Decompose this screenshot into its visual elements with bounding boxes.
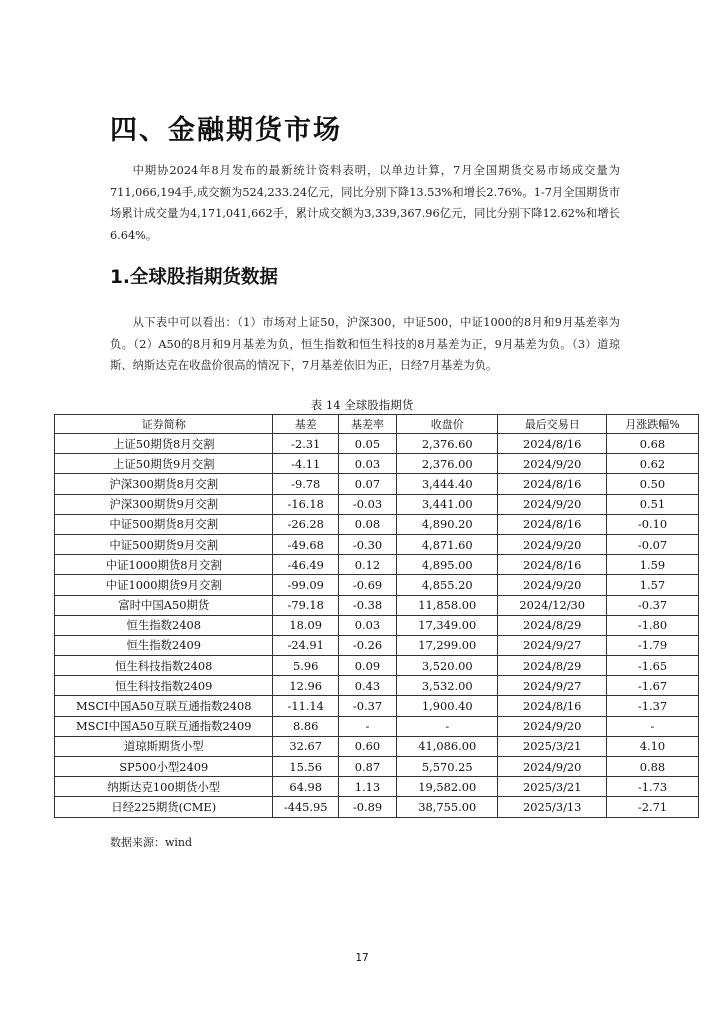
header-close: 收盘价	[397, 415, 498, 434]
cell-name: 沪深300期货9月交割	[55, 494, 273, 514]
cell-name: 道琼斯期货小型	[55, 736, 273, 756]
cell-monthly-change: -1.80	[606, 615, 698, 635]
cell-basis-rate: -0.03	[338, 494, 396, 514]
cell-name: 恒生指数2409	[55, 635, 273, 655]
cell-basis: -79.18	[273, 595, 338, 615]
cell-monthly-change: -	[606, 716, 698, 736]
cell-monthly-change: 4.10	[606, 736, 698, 756]
table-row	[55, 797, 699, 817]
intro-paragraph	[110, 160, 620, 246]
cell-close: 19,582.00	[397, 777, 498, 797]
cell-basis: 5.96	[273, 656, 338, 676]
cell-monthly-change: -1.79	[606, 635, 698, 655]
cell-monthly-change: 0.51	[606, 494, 698, 514]
cell-name: 沪深300期货8月交割	[55, 474, 273, 494]
cell-monthly-change: 0.68	[606, 434, 698, 454]
table-row	[55, 514, 699, 534]
cell-close: 4,895.00	[397, 555, 498, 575]
section-heading: 四、金融期货市场	[110, 115, 342, 146]
cell-monthly-change: 1.57	[606, 575, 698, 595]
cell-basis: 64.98	[273, 777, 338, 797]
table-row	[55, 434, 699, 454]
cell-basis: -2.31	[273, 434, 338, 454]
cell-basis: -9.78	[273, 474, 338, 494]
cell-basis-rate: -0.89	[338, 797, 396, 817]
cell-basis-rate: 0.60	[338, 736, 396, 756]
cell-basis: -16.18	[273, 494, 338, 514]
table-row	[55, 474, 699, 494]
cell-monthly-change: -1.37	[606, 696, 698, 716]
cell-name: 中证1000期货8月交割	[55, 555, 273, 575]
cell-basis-rate: 0.09	[338, 656, 396, 676]
cell-monthly-change: -1.67	[606, 676, 698, 696]
cell-last-trade-date: 2024/9/20	[498, 575, 606, 595]
cell-monthly-change: -2.71	[606, 797, 698, 817]
cell-close: 41,086.00	[397, 736, 498, 756]
futures-table	[54, 414, 699, 818]
cell-basis-rate: 0.05	[338, 434, 396, 454]
cell-name: MSCI中国A50互联互通指数2409	[55, 716, 273, 736]
cell-basis-rate: 0.08	[338, 514, 396, 534]
data-source: 数据来源：wind	[110, 836, 193, 849]
table-row	[55, 555, 699, 575]
table-caption: 表 14 全球股指期货	[310, 398, 414, 412]
cell-last-trade-date: 2025/3/13	[498, 797, 606, 817]
cell-basis: -46.49	[273, 555, 338, 575]
cell-last-trade-date: 2024/9/27	[498, 676, 606, 696]
cell-name: 中证1000期货9月交割	[55, 575, 273, 595]
cell-last-trade-date: 2024/9/20	[498, 716, 606, 736]
cell-basis: -24.91	[273, 635, 338, 655]
cell-name: 日经225期货(CME)	[55, 797, 273, 817]
cell-name: 纳斯达克100期货小型	[55, 777, 273, 797]
cell-basis-rate: 0.03	[338, 454, 396, 474]
cell-basis: -26.28	[273, 514, 338, 534]
cell-close: 3,532.00	[397, 676, 498, 696]
cell-last-trade-date: 2025/3/21	[498, 736, 606, 756]
cell-name: 富时中国A50期货	[55, 595, 273, 615]
cell-basis-rate: -0.30	[338, 534, 396, 554]
cell-close: 5,570.25	[397, 757, 498, 777]
cell-basis: 18.09	[273, 615, 338, 635]
cell-last-trade-date: 2025/3/21	[498, 777, 606, 797]
cell-close: 17,299.00	[397, 635, 498, 655]
cell-basis-rate: -0.37	[338, 696, 396, 716]
table-row	[55, 716, 699, 736]
cell-last-trade-date: 2024/8/16	[498, 696, 606, 716]
cell-monthly-change: 0.62	[606, 454, 698, 474]
cell-basis-rate: -0.69	[338, 575, 396, 595]
subsection-text: 从下表中可以看出：（1）市场对上证50，沪深300，中证500，中证1000的8月和9月基差率为负。（2）A50的8月和9月基差为负，恒生指数和恒生科技的8月基差为正，9月基差为负。（3）道琼斯、纳斯达克在收盘价很高的情况下，7月基差依旧为正，日经7月基差为负。	[110, 316, 620, 373]
subsection-title: 1.全球股指期货数据	[110, 267, 278, 288]
header-monthly-change: 月涨跌幅%	[606, 415, 698, 434]
cell-last-trade-date: 2024/9/20	[498, 494, 606, 514]
cell-basis-rate: 0.07	[338, 474, 396, 494]
cell-close: 3,441.00	[397, 494, 498, 514]
cell-close: 11,858.00	[397, 595, 498, 615]
cell-basis-rate: 0.03	[338, 615, 396, 635]
table-row	[55, 757, 699, 777]
cell-name: MSCI中国A50互联互通指数2408	[55, 696, 273, 716]
cell-last-trade-date: 2024/8/16	[498, 474, 606, 494]
table-row	[55, 454, 699, 474]
cell-basis: -11.14	[273, 696, 338, 716]
header-last-trade-date: 最后交易日	[498, 415, 606, 434]
table-header-row	[55, 415, 699, 434]
cell-close: 2,376.00	[397, 454, 498, 474]
header-name: 证券简称	[55, 415, 273, 434]
cell-close: 38,755.00	[397, 797, 498, 817]
cell-basis-rate: 0.87	[338, 757, 396, 777]
cell-name: 中证500期货9月交割	[55, 534, 273, 554]
table-row	[55, 494, 699, 514]
cell-monthly-change: -0.10	[606, 514, 698, 534]
cell-name: 上证50期货9月交割	[55, 454, 273, 474]
cell-name: 恒生指数2408	[55, 615, 273, 635]
table-row	[55, 615, 699, 635]
cell-close: 1,900.40	[397, 696, 498, 716]
cell-basis: -49.68	[273, 534, 338, 554]
cell-basis: -445.95	[273, 797, 338, 817]
table-row	[55, 635, 699, 655]
cell-close: 17,349.00	[397, 615, 498, 635]
cell-monthly-change: -1.73	[606, 777, 698, 797]
cell-basis: -4.11	[273, 454, 338, 474]
cell-monthly-change: 1.59	[606, 555, 698, 575]
cell-basis: 15.56	[273, 757, 338, 777]
cell-basis-rate: 1.13	[338, 777, 396, 797]
cell-monthly-change: -0.37	[606, 595, 698, 615]
cell-name: 中证500期货8月交割	[55, 514, 273, 534]
header-basis-rate: 基差率	[338, 415, 396, 434]
cell-basis-rate: -	[338, 716, 396, 736]
cell-basis: 32.67	[273, 736, 338, 756]
subsection-paragraph	[110, 312, 620, 377]
cell-last-trade-date: 2024/8/16	[498, 514, 606, 534]
cell-basis-rate: -0.38	[338, 595, 396, 615]
cell-name: 上证50期货8月交割	[55, 434, 273, 454]
cell-name: SP500小型2409	[55, 757, 273, 777]
table-row	[55, 777, 699, 797]
cell-last-trade-date: 2024/9/20	[498, 757, 606, 777]
cell-last-trade-date: 2024/8/29	[498, 615, 606, 635]
cell-name: 恒生科技指数2408	[55, 656, 273, 676]
cell-basis: 8.86	[273, 716, 338, 736]
table-row	[55, 736, 699, 756]
cell-last-trade-date: 2024/8/29	[498, 656, 606, 676]
table-row	[55, 534, 699, 554]
cell-last-trade-date: 2024/9/20	[498, 454, 606, 474]
cell-monthly-change: -1.65	[606, 656, 698, 676]
cell-monthly-change: 0.88	[606, 757, 698, 777]
cell-basis: -99.09	[273, 575, 338, 595]
cell-last-trade-date: 2024/9/27	[498, 635, 606, 655]
page-number: 17	[355, 952, 369, 964]
cell-close: -	[397, 716, 498, 736]
cell-close: 3,444.40	[397, 474, 498, 494]
cell-last-trade-date: 2024/9/20	[498, 534, 606, 554]
cell-basis-rate: 0.43	[338, 676, 396, 696]
cell-last-trade-date: 2024/12/30	[498, 595, 606, 615]
cell-basis-rate: -0.26	[338, 635, 396, 655]
intro-text: 中期协2024年8月发布的最新统计资料表明，以单边计算，7月全国期货交易市场成交量为711,066,194手,成交额为524,233.24亿元，同比分别下降13.53%和增长2.76%。1-7月全国期货市场累计成交量为4,171,041,662手，累计成交额为3,339,367.96亿元，同比分别下降12.62%和增长6.64%。	[110, 164, 620, 242]
header-basis: 基差	[273, 415, 338, 434]
table-row	[55, 575, 699, 595]
cell-close: 4,871.60	[397, 534, 498, 554]
cell-close: 2,376.60	[397, 434, 498, 454]
cell-monthly-change: -0.07	[606, 534, 698, 554]
table-row	[55, 696, 699, 716]
table-row	[55, 595, 699, 615]
table-body	[55, 434, 699, 818]
cell-name: 恒生科技指数2409	[55, 676, 273, 696]
cell-monthly-change: 0.50	[606, 474, 698, 494]
cell-close: 4,855.20	[397, 575, 498, 595]
cell-basis: 12.96	[273, 676, 338, 696]
cell-last-trade-date: 2024/8/16	[498, 555, 606, 575]
table-row	[55, 656, 699, 676]
cell-basis-rate: 0.12	[338, 555, 396, 575]
cell-close: 4,890.20	[397, 514, 498, 534]
cell-close: 3,520.00	[397, 656, 498, 676]
table-row	[55, 676, 699, 696]
cell-last-trade-date: 2024/8/16	[498, 434, 606, 454]
